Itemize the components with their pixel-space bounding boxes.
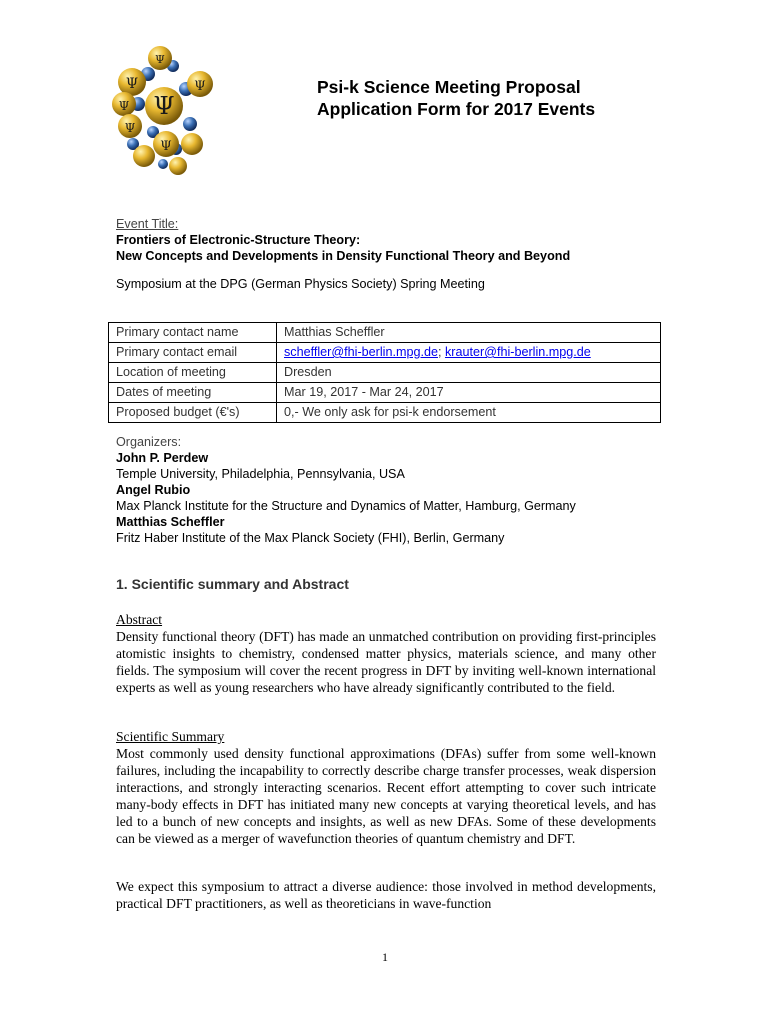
dates-value: Mar 19, 2017 - Mar 24, 2017: [277, 383, 661, 403]
contact-email-label: Primary contact email: [109, 343, 277, 363]
svg-text:Ψ: Ψ: [160, 139, 172, 154]
budget-label: Proposed budget (€'s): [109, 403, 277, 423]
abstract-label: Abstract: [116, 612, 163, 627]
svg-text:Ψ: Ψ: [153, 92, 175, 120]
title-line-2: Application Form for 2017 Events: [317, 99, 596, 119]
svg-text:Ψ: Ψ: [124, 121, 136, 135]
contact-name-value: Matthias Scheffler: [277, 323, 661, 343]
event-block: [116, 216, 570, 264]
page-number: 1: [382, 950, 388, 964]
table-row: [109, 343, 661, 363]
psi-k-logo: [108, 44, 218, 176]
table-row: [109, 323, 661, 343]
title-line-1: Psi-k Science Meeting Proposal: [317, 77, 581, 97]
event-title-line-2: New Concepts and Developments in Density Functional Theory and Beyond: [116, 249, 571, 263]
svg-text:Ψ: Ψ: [118, 99, 130, 113]
summary-block: [116, 728, 656, 847]
dates-label: Dates of meeting: [109, 383, 277, 403]
location-value: Dresden: [277, 363, 661, 383]
organizer-affiliation: Max Planck Institute for the Structure and Dynamics of Matter, Hamburg, Germany: [116, 499, 576, 513]
organizer-name: John P. Perdew: [116, 451, 209, 465]
document-title: [317, 76, 595, 120]
table-row: [109, 403, 661, 423]
organizer-affiliation: Fritz Haber Institute of the Max Planck Society (FHI), Berlin, Germany: [116, 531, 505, 545]
event-title-line-1: Frontiers of Electronic-Structure Theory:: [116, 233, 361, 247]
expect-paragraph: We expect this symposium to attract a diverse audience: those involved in method developments, practical DFT practitioners, as well as theoreticians in wave-function: [116, 879, 656, 911]
organizer-affiliation: Temple University, Philadelphia, Pennsylvania, USA: [116, 467, 405, 481]
contact-name-label: Primary contact name: [109, 323, 277, 343]
organizers-label: Organizers:: [116, 435, 182, 449]
table-row: [109, 383, 661, 403]
organizer-name: Matthias Scheffler: [116, 515, 225, 529]
abstract-text: Density functional theory (DFT) has made an unmatched contribution on providing first-principles atomistic insights to chemistry, condensed matter physics, materials science, and many other fields. The symposium will cover the recent progress in DFT by inviting well-known international experts as well as young researchers who have already significantly contributed to the field.: [116, 629, 656, 695]
svg-text:Ψ: Ψ: [194, 79, 206, 94]
svg-text:Ψ: Ψ: [125, 76, 139, 92]
budget-value: 0,- We only ask for psi-k endorsement: [277, 403, 661, 423]
event-subtitle: Symposium at the DPG (German Physics Society) Spring Meeting: [116, 277, 485, 291]
location-label: Location of meeting: [109, 363, 277, 383]
abstract-block: [116, 611, 656, 696]
organizer-name: Angel Rubio: [116, 483, 191, 497]
section-heading: 1. Scientific summary and Abstract: [116, 576, 349, 592]
svg-text:Ψ: Ψ: [155, 53, 165, 66]
summary-label: Scientific Summary: [116, 729, 225, 744]
email-link-krauter[interactable]: krauter@fhi-berlin.mpg.de: [444, 345, 591, 359]
contact-email-value: [277, 343, 661, 363]
contact-info-table: [108, 322, 661, 423]
table-row: [109, 363, 661, 383]
event-title-label: Event Title:: [116, 217, 179, 231]
email-separator: ;: [437, 345, 445, 359]
organizers-block: [116, 434, 576, 546]
summary-text: Most commonly used density functional approximations (DFAs) suffer from some well-known failures, including the incapability to correctly describe charge transfer processes, weak dispersion interactions, and strongly interacting scenarios. Recent effort attempting to cover such intricate many-body effects in DFT has initiated many new concepts at varying theoretical levels, and has led to a bunch of new concepts and insights, as well as new DFAs. Some of these developments can be viewed as a merger of wavefunction theories of quantum chemistry and DFT.: [116, 746, 656, 846]
email-link-scheffler[interactable]: scheffler@fhi-berlin.mpg.de: [284, 345, 438, 359]
